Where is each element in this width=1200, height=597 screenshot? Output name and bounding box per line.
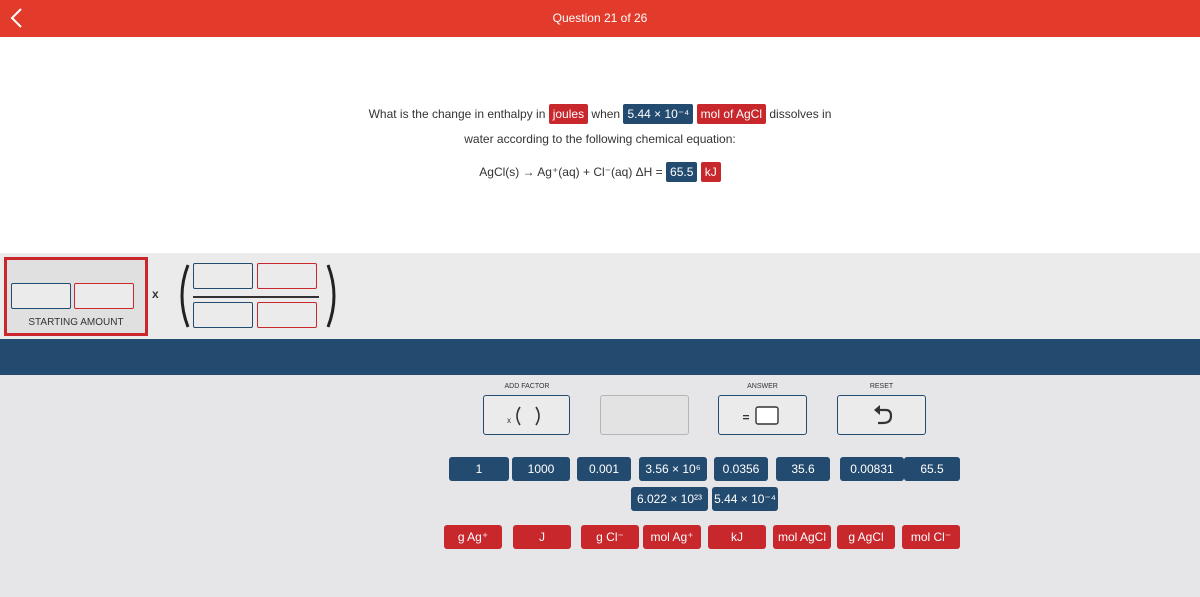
fraction-bar bbox=[193, 296, 319, 298]
undo-icon bbox=[838, 396, 927, 436]
number-tile-0.00831[interactable]: 0.00831 bbox=[840, 457, 904, 481]
multiply-symbol: x bbox=[152, 287, 159, 301]
empty-control-slot bbox=[600, 395, 689, 435]
factor-numerator-value-slot[interactable] bbox=[193, 263, 253, 289]
factor-denominator-value-slot[interactable] bbox=[193, 302, 253, 328]
factor-denominator-unit-slot[interactable] bbox=[257, 302, 317, 328]
reset-label: RESET bbox=[869, 383, 894, 390]
starting-amount-label: STARTING AMOUNT bbox=[28, 317, 124, 328]
number-tile-35.6[interactable]: 35.6 bbox=[776, 457, 830, 481]
number-tile-3.56e6[interactable]: 3.56 × 10⁶ bbox=[639, 457, 707, 481]
unit-tile-mol-agcl[interactable]: mol AgCl bbox=[773, 525, 831, 549]
starting-unit-slot[interactable] bbox=[74, 283, 134, 309]
add-factor-button[interactable] bbox=[483, 395, 570, 435]
number-tile-1000[interactable]: 1000 bbox=[512, 457, 570, 481]
starting-amount-box[interactable] bbox=[4, 257, 148, 336]
svg-text:x: x bbox=[507, 416, 511, 425]
answer-icon bbox=[719, 396, 808, 436]
question-line-2: water according to the following chemical equation: bbox=[464, 132, 736, 146]
open-paren-icon bbox=[174, 263, 192, 329]
unit-tile-g-cl[interactable]: g Cl⁻ bbox=[581, 525, 639, 549]
question-line-1: What is the change in enthalpy in joules when 5.44 × 10⁻⁴ mol of AgCl dissolves in bbox=[0, 104, 1200, 124]
enthalpy-unit-chip: kJ bbox=[701, 162, 721, 182]
question-counter: Question 21 of 26 bbox=[552, 11, 648, 25]
number-tile-65.5[interactable]: 65.5 bbox=[904, 457, 960, 481]
answer-label: ANSWER bbox=[747, 383, 778, 390]
unit-tile-j[interactable]: J bbox=[513, 525, 571, 549]
number-tile-6.022e23[interactable]: 6.022 × 10²³ bbox=[631, 487, 708, 511]
starting-value-slot[interactable] bbox=[11, 283, 71, 309]
factor-numerator-unit-slot[interactable] bbox=[257, 263, 317, 289]
answer-button[interactable] bbox=[718, 395, 807, 435]
top-bar bbox=[0, 0, 1200, 37]
unit-tile-mol-ag[interactable]: mol Ag⁺ bbox=[643, 525, 701, 549]
target-unit-chip: joules bbox=[549, 104, 588, 124]
number-tile-0.0356[interactable]: 0.0356 bbox=[714, 457, 768, 481]
add-factor-icon bbox=[484, 396, 571, 436]
unit-tile-g-agcl[interactable]: g AgCl bbox=[837, 525, 895, 549]
equation-line: AgCl(s) → Ag⁺(aq) + Cl⁻(aq) ΔH = 65.5 kJ bbox=[0, 162, 1200, 182]
unit-tile-g-ag[interactable]: g Ag⁺ bbox=[444, 525, 502, 549]
reset-button[interactable] bbox=[837, 395, 926, 435]
control-panel bbox=[0, 375, 1200, 597]
given-amount-chip: 5.44 × 10⁻⁴ bbox=[623, 104, 693, 124]
add-factor-label: ADD FACTOR bbox=[504, 383, 550, 390]
given-unit-chip: mol of AgCl bbox=[697, 104, 766, 124]
number-tile-5.44e-4[interactable]: 5.44 × 10⁻⁴ bbox=[712, 487, 778, 511]
unit-tile-mol-cl[interactable]: mol Cl⁻ bbox=[902, 525, 960, 549]
number-tile-1[interactable]: 1 bbox=[449, 457, 509, 481]
conversion-workspace bbox=[0, 253, 1200, 339]
close-paren-icon bbox=[324, 263, 342, 329]
enthalpy-value-chip: 65.5 bbox=[666, 162, 697, 182]
number-tile-0.001[interactable]: 0.001 bbox=[577, 457, 631, 481]
divider-band bbox=[0, 339, 1200, 375]
unit-tile-kj[interactable]: kJ bbox=[708, 525, 766, 549]
